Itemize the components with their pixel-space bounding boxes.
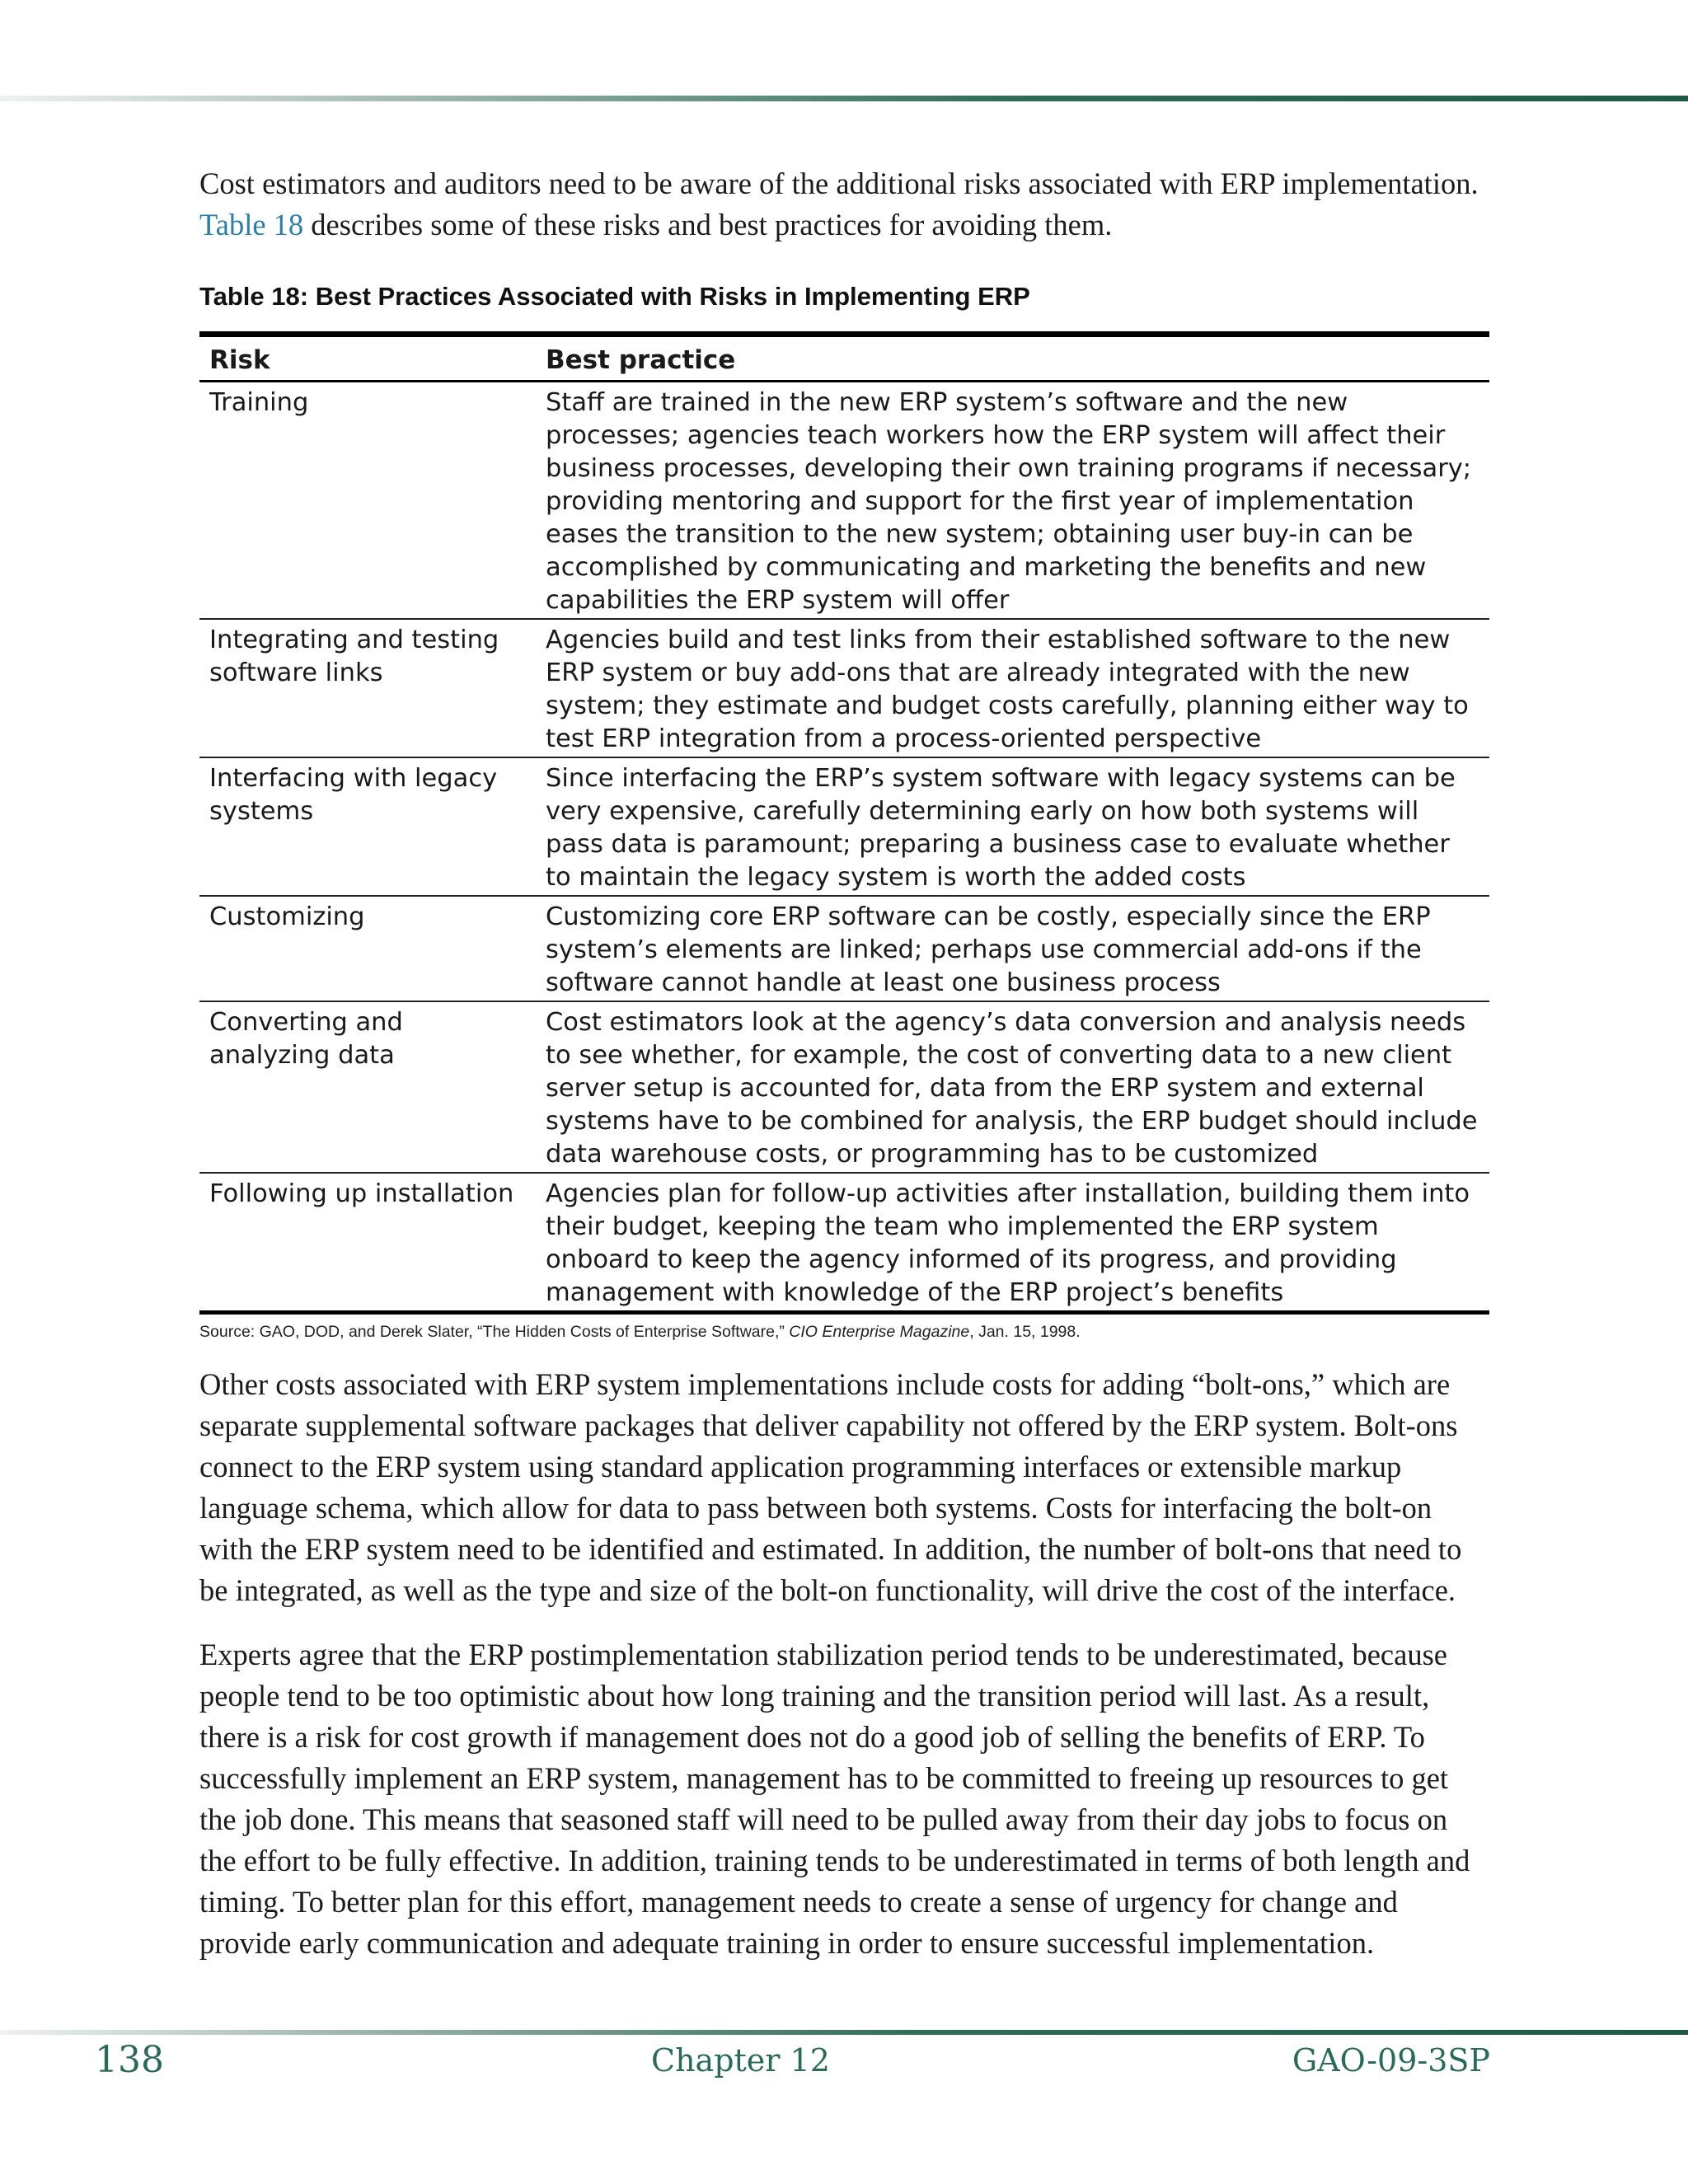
table-row [199,1173,1489,1313]
table-row [199,1001,1489,1173]
risk-cell: Interfacing with legacy systems [209,764,498,826]
table-row [199,896,1489,1001]
practice-cell: Since interfacing the ERP’s system software with legacy systems can be very expensive, carefully determining early on how both systems will pass data is paramount; preparing a business case to evaluate whether to maintain the legacy system is worth the added costs [546,764,1456,892]
table-title: Table 18: Best Practices Associated with Risks in Implementing ERP [199,282,1030,311]
body-paragraph-bolt-ons: Other costs associated with ERP system implementations include costs for adding “bolt-ons,” which are separate supplemental software packages that deliver capability not offered by the ERP system. Bolt-ons connect to the ERP system using standard application programming interfaces or extensible markup language schema, which allow for data to pass between both systems. Costs for interfacing the bolt-on with the ERP system need to be identified and estimated. In addition, the number of bolt-ons that need to be integrated, as well as the type and size of the bolt-on functionality, will drive the cost of the interface. [199,1367,1462,1607]
table-row [199,382,1489,620]
table-source-note [199,1321,1489,1343]
page-number: 138 [95,2039,164,2081]
body-paragraph-stabilization: Experts agree that the ERP postimplementation stabilization period tends to be underestimated, because people tend to be too optimistic about how long training and the transition period will last. As a result, there is a risk for cost growth if management does not do a good job of selling the benefits of ERP. To successfully implement an ERP system, management has to be committed to freeing up resources to get the job done. This means that seasoned staff will need to be pulled away from their day jobs to focus on the effort to be fully effective. In addition, training tends to be underestimated in terms of both length and timing. To better plan for this effort, management needs to create a sense of urgency for change and provide early communication and adequate training in order to ensure successful implementation. [199,1638,1470,1960]
header-risk: Risk [209,345,270,375]
practice-cell: Customizing core ERP software can be costly, especially since the ERP system’s elements are linked; perhaps use commercial add-ons if the software cannot handle at least one business process [546,902,1431,997]
intro-text-before: Cost estimators and auditors need to be aware of the additional risks associated with ERP implementation. [199,166,1479,200]
source-suffix: , Jan. 15, 1998. [969,1323,1081,1341]
page-content [199,163,1489,1987]
risk-table [199,331,1489,1315]
source-magazine: CIO Enterprise Magazine [789,1323,970,1341]
risk-cell: Customizing [209,902,365,931]
chapter-label: Chapter 12 [651,2042,830,2079]
header-best-practice: Best practice [546,345,736,375]
practice-cell: Agencies build and test links from their established software to the new ERP system or buy add-ons that are already integrated with the new system; they estimate and budget costs carefully, planning either way to test ERP integration from a process-oriented perspective [546,626,1469,753]
risk-cell: Training [209,388,309,417]
intro-paragraph [199,163,1489,246]
practice-cell: Cost estimators look at the agency’s data conversion and analysis needs to see whether, for example, the cost of converting data to a new client server setup is accounted for, data from the ERP system and external systems have to be combined for analysis, the ERP budget should include data warehouse costs, or programming has to be customized [546,1008,1478,1169]
risk-cell: Converting and analyzing data [209,1008,403,1070]
document-id: GAO-09-3SP [1292,2042,1490,2079]
risk-cell: Following up installation [209,1179,514,1208]
table-header-row [199,335,1489,382]
practice-cell: Staff are trained in the new ERP system’s software and the new processes; agencies teach workers how the ERP system will affect their business processes, developing their own training programs if necessary; providing mentoring and support for the first year of implementation eases the transition to the new system; obtaining user buy-in can be accomplished by communicating and marketing the benefits and new capabilities the ERP system will offer [546,388,1472,615]
risk-cell: Integrating and testing software links [209,626,499,687]
header-rule [0,96,1688,101]
intro-text-after: describes some of these risks and best practices for avoiding them. [303,208,1113,241]
footer-rule [0,2030,1688,2035]
practice-cell: Agencies plan for follow-up activities after installation, building them into their budget, keeping the team who implemented the ERP system onboard to keep the agency informed of its progress, and providing management with knowledge of the ERP project’s benefits [546,1179,1470,1307]
table-18-link[interactable]: Table 18 [199,208,304,241]
source-prefix: Source: GAO, DOD, and Derek Slater, “The Hidden Costs of Enterprise Software,” [199,1323,790,1341]
table-row [199,619,1489,757]
table-row [199,757,1489,896]
